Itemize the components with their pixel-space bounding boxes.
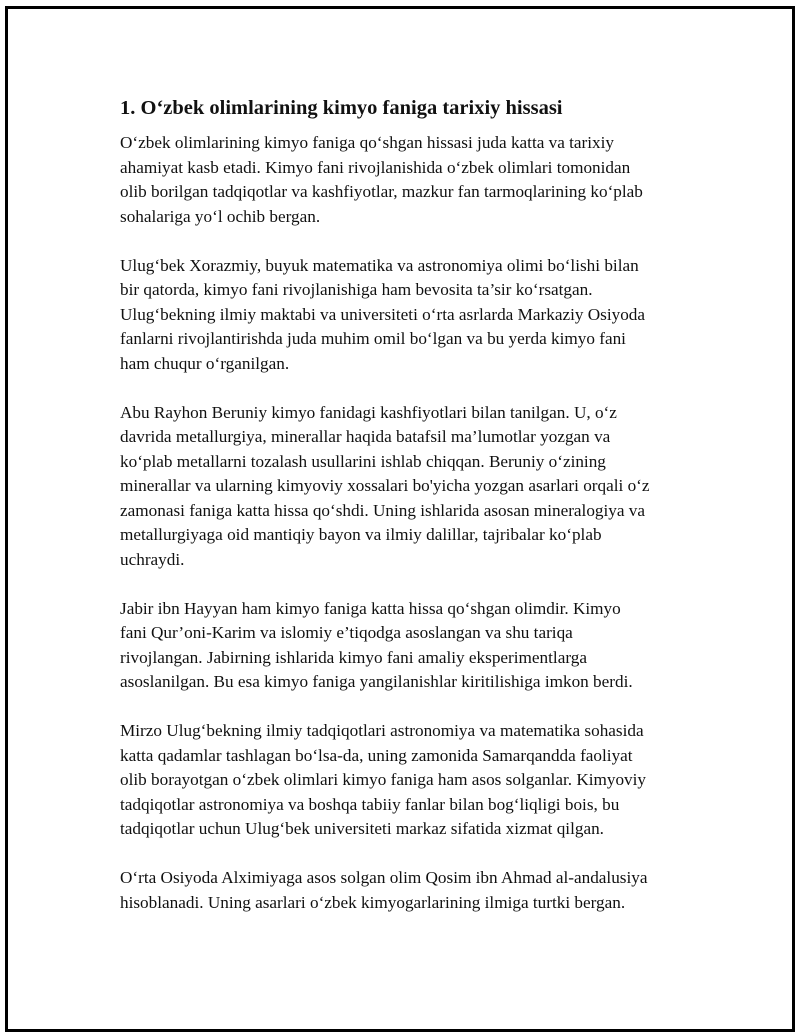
text-line: ahamiyat kasb etadi. Kimyo fani rivojlanishida o‘zbek olimlari tomonidan xyxy=(120,157,631,177)
text-line: bir qatorda, kimyo fani rivojlanishiga ham bevosita ta’sir ko‘rsatgan. xyxy=(120,280,593,299)
paragraph-6 xyxy=(120,866,680,915)
paragraph-3 xyxy=(120,401,680,573)
text-line: katta qadamlar tashlagan bo‘lsa-da, uning zamonida Samarqandda faoliyat xyxy=(120,745,633,765)
text-line: minerallar va ularning kimyoviy xossalari bo'yicha yozgan asarlari orqali o‘z xyxy=(120,476,650,495)
text-line: olib borayotgan o‘zbek olimlari kimyo faniga ham asos solganlar. Kimyoviy xyxy=(120,770,647,789)
text-line: tadqiqotlar astronomiya va boshqa tabiiy fanlar bilan bog‘liqligi bois, bu xyxy=(120,794,620,814)
document-content xyxy=(120,95,680,940)
text-line: Jabir ibn Hayyan ham kimyo faniga katta hissa qo‘shgan olimdir. Kimyo xyxy=(120,598,621,618)
text-line: ko‘plab metallarni tozalash usullarini ishlab chiqqan. Beruniy o‘zining xyxy=(120,451,606,471)
section-title: 1. O‘zbek olimlarining kimyo faniga tarixiy hissasi xyxy=(120,97,563,119)
text-line: zamonasi faniga katta hissa qo‘shdi. Uning ishlarida asosan mineralogiya va xyxy=(120,500,646,520)
paragraph-5 xyxy=(120,719,680,842)
text-line: O‘rta Osiyoda Alximiyaga asos solgan olim Qosim ibn Ahmad al-andalusiya xyxy=(120,868,648,887)
text-line: davrida metallurgiya, minerallar haqida batafsil ma’lumotlar yozgan va xyxy=(120,427,611,446)
text-line: sohalariga yo‘l ochib bergan. xyxy=(120,206,321,226)
text-line: fanlarni rivojlantirishda juda muhim omil bo‘lgan va bu yerda kimyo fani xyxy=(120,329,626,348)
text-line: uchraydi. xyxy=(120,549,185,569)
text-line: rivojlangan. Jabirning ishlarida kimyo fani amaliy eksperimentlarga xyxy=(120,647,587,667)
text-line: O‘zbek olimlarining kimyo faniga qo‘shgan hissasi juda katta va tarixiy xyxy=(120,133,615,152)
paragraph-2 xyxy=(120,254,680,377)
text-line: tadqiqotlar uchun Ulug‘bek universiteti markaz sifatida xizmat qilgan. xyxy=(120,819,604,838)
text-line: ham chuqur o‘rganilgan. xyxy=(120,353,290,373)
text-line: Ulug‘bek Xorazmiy, buyuk matematika va astronomiya olimi bo‘lishi bilan xyxy=(120,255,639,275)
text-line: olib borilgan tadqiqotlar va kashfiyotlar, mazkur fan tarmoqlarining ko‘plab xyxy=(120,182,643,201)
text-line: Ulug‘bekning ilmiy maktabi va universiteti o‘rta asrlarda Markaziy Osiyoda xyxy=(120,304,646,324)
paragraph-1 xyxy=(120,131,680,229)
paragraph-4 xyxy=(120,597,680,695)
text-line: fani Qur’oni-Karim va islomiy e’tiqodga asoslangan va shu tariqa xyxy=(120,623,573,642)
text-line: Mirzo Ulug‘bekning ilmiy tadqiqotlari astronomiya va matematika sohasida xyxy=(120,721,644,740)
text-line: Abu Rayhon Beruniy kimyo fanidagi kashfiyotlari bilan tanilgan. U, o‘z xyxy=(120,402,617,422)
text-line: hisoblanadi. Uning asarlari o‘zbek kimyogarlarining ilmiga turtki bergan. xyxy=(120,892,626,912)
text-line: asoslanilgan. Bu esa kimyo faniga yangilanishlar kiritilishiga imkon berdi. xyxy=(120,672,633,691)
text-line: metallurgiyaga oid mantiqiy bayon va ilmiy dalillar, tajribalar ko‘plab xyxy=(120,525,602,544)
document-page xyxy=(5,6,795,1032)
